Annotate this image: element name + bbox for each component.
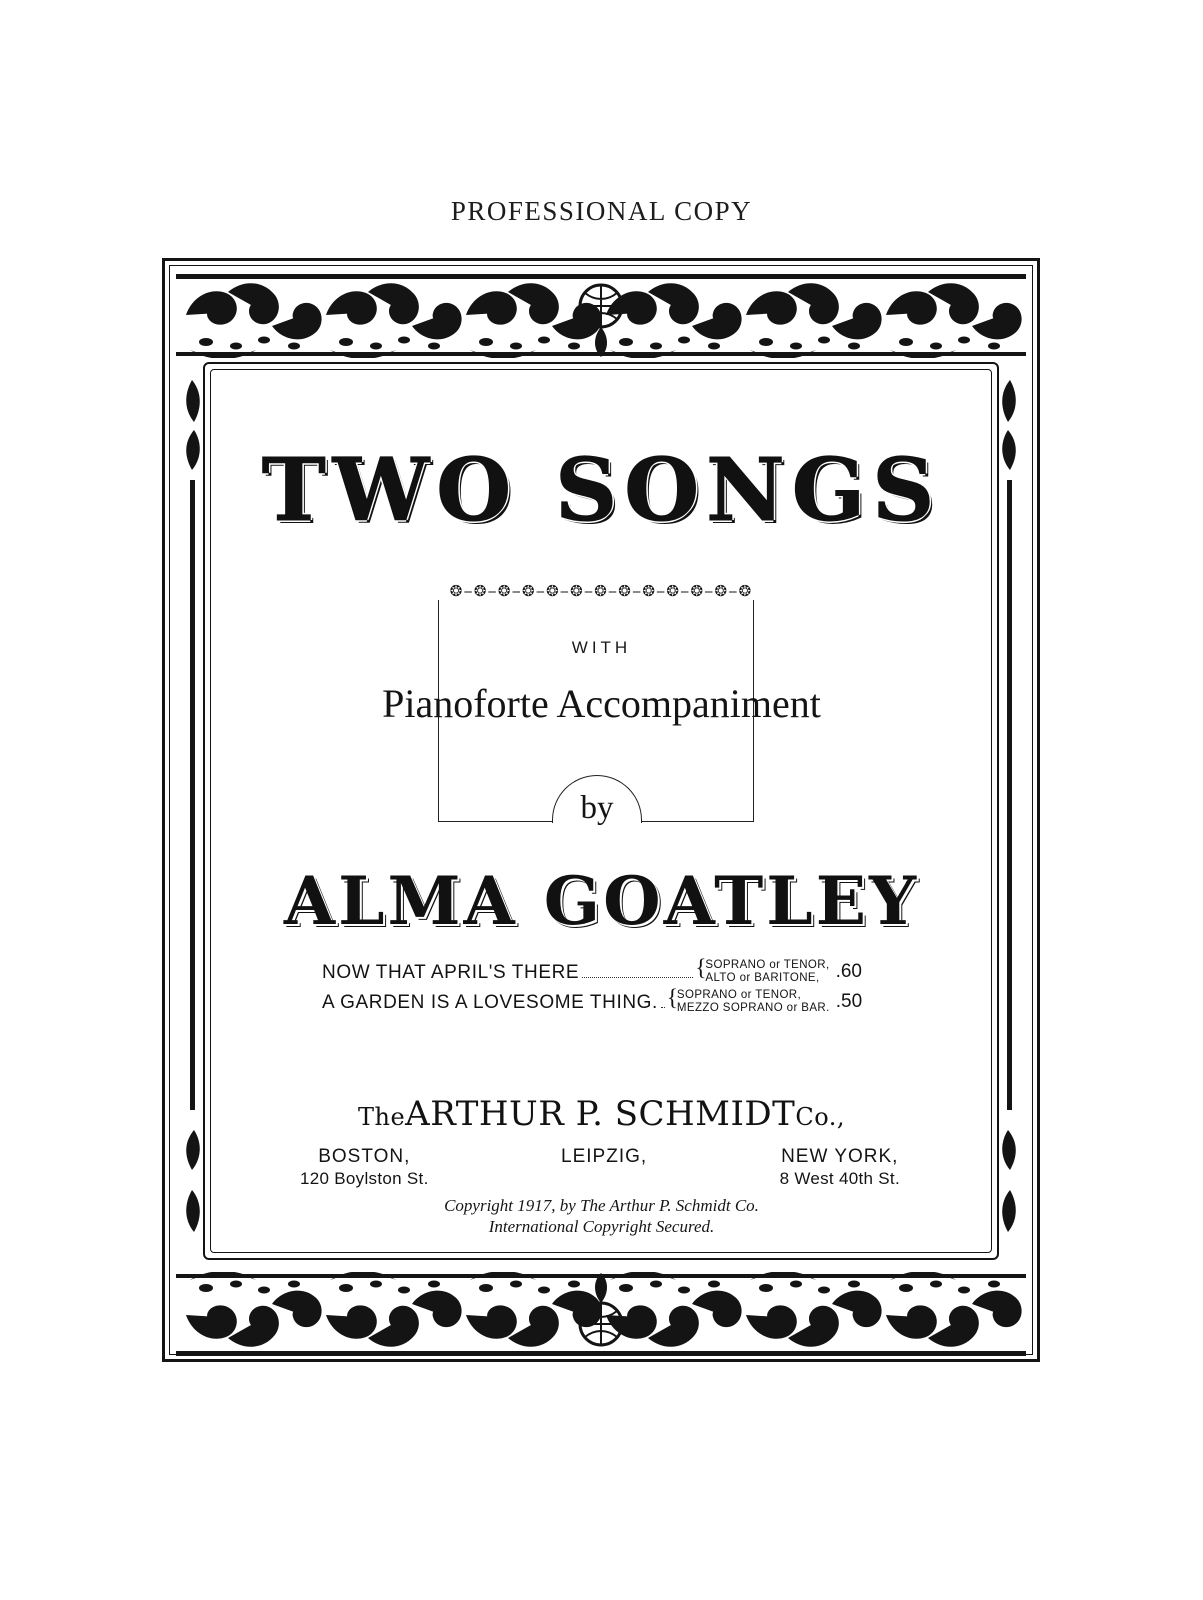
city-name: NEW YORK, (781, 1146, 899, 1167)
city-leipzig (561, 1146, 647, 1168)
list-item (322, 988, 862, 1014)
city-address: 8 West 40th St. (779, 1169, 900, 1188)
voice-option-line: MEZZO SOPRANO or BAR. (676, 1001, 830, 1014)
song-title: NOW THAT APRIL'S THERE (322, 962, 580, 983)
leader-dots (661, 1007, 665, 1008)
song-title: A GARDEN IS A LOVESOME THING. (322, 992, 658, 1013)
copyright-line-2: International Copyright Secured. (488, 1217, 715, 1236)
with-label: WITH (571, 638, 632, 657)
list-item (322, 958, 862, 984)
city-name: BOSTON, (318, 1146, 411, 1167)
professional-copy-caption: PROFESSIONAL COPY (450, 196, 753, 226)
copyright-notice (0, 1195, 1203, 1237)
ornament-band-top (176, 272, 1026, 358)
page-title: TWO SONGS (261, 440, 942, 541)
publisher-cities (300, 1146, 900, 1190)
composer-name: ALMA GOATLEY (283, 862, 920, 940)
leader-dots (582, 977, 693, 978)
voice-options (695, 959, 829, 984)
publisher-name-main: ARTHUR P. SCHMIDT (405, 1094, 796, 1134)
copyright-line-1: Copyright 1917, by The Arthur P. Schmidt Co. (444, 1196, 759, 1215)
city-new-york (780, 1146, 900, 1190)
voice-option-line: ALTO or BARITONE, (705, 971, 820, 984)
publisher-name-the: The (357, 1103, 406, 1131)
ornament-band-bottom (176, 1272, 1026, 1358)
subtitle: Pianoforte Accompaniment (382, 681, 821, 726)
city-boston (300, 1146, 429, 1190)
bead-divider: ❂⎯❂⎯❂⎯❂⎯❂⎯❂⎯❂⎯❂⎯❂⎯❂⎯❂⎯❂⎯❂ (449, 582, 754, 600)
voice-option-line: SOPRANO or TENOR, (705, 959, 830, 971)
city-address: 120 Boylston St. (300, 1169, 429, 1188)
price: .50 (835, 991, 863, 1012)
contents-list (322, 958, 862, 1018)
publisher-name (0, 1094, 1203, 1134)
voice-option-line: SOPRANO or TENOR, (676, 989, 802, 1001)
city-name: LEIPZIG, (561, 1146, 648, 1167)
price: .60 (835, 961, 862, 982)
by-label: by (580, 790, 614, 826)
publisher-name-co: Co., (795, 1103, 845, 1131)
voice-options (667, 989, 830, 1014)
